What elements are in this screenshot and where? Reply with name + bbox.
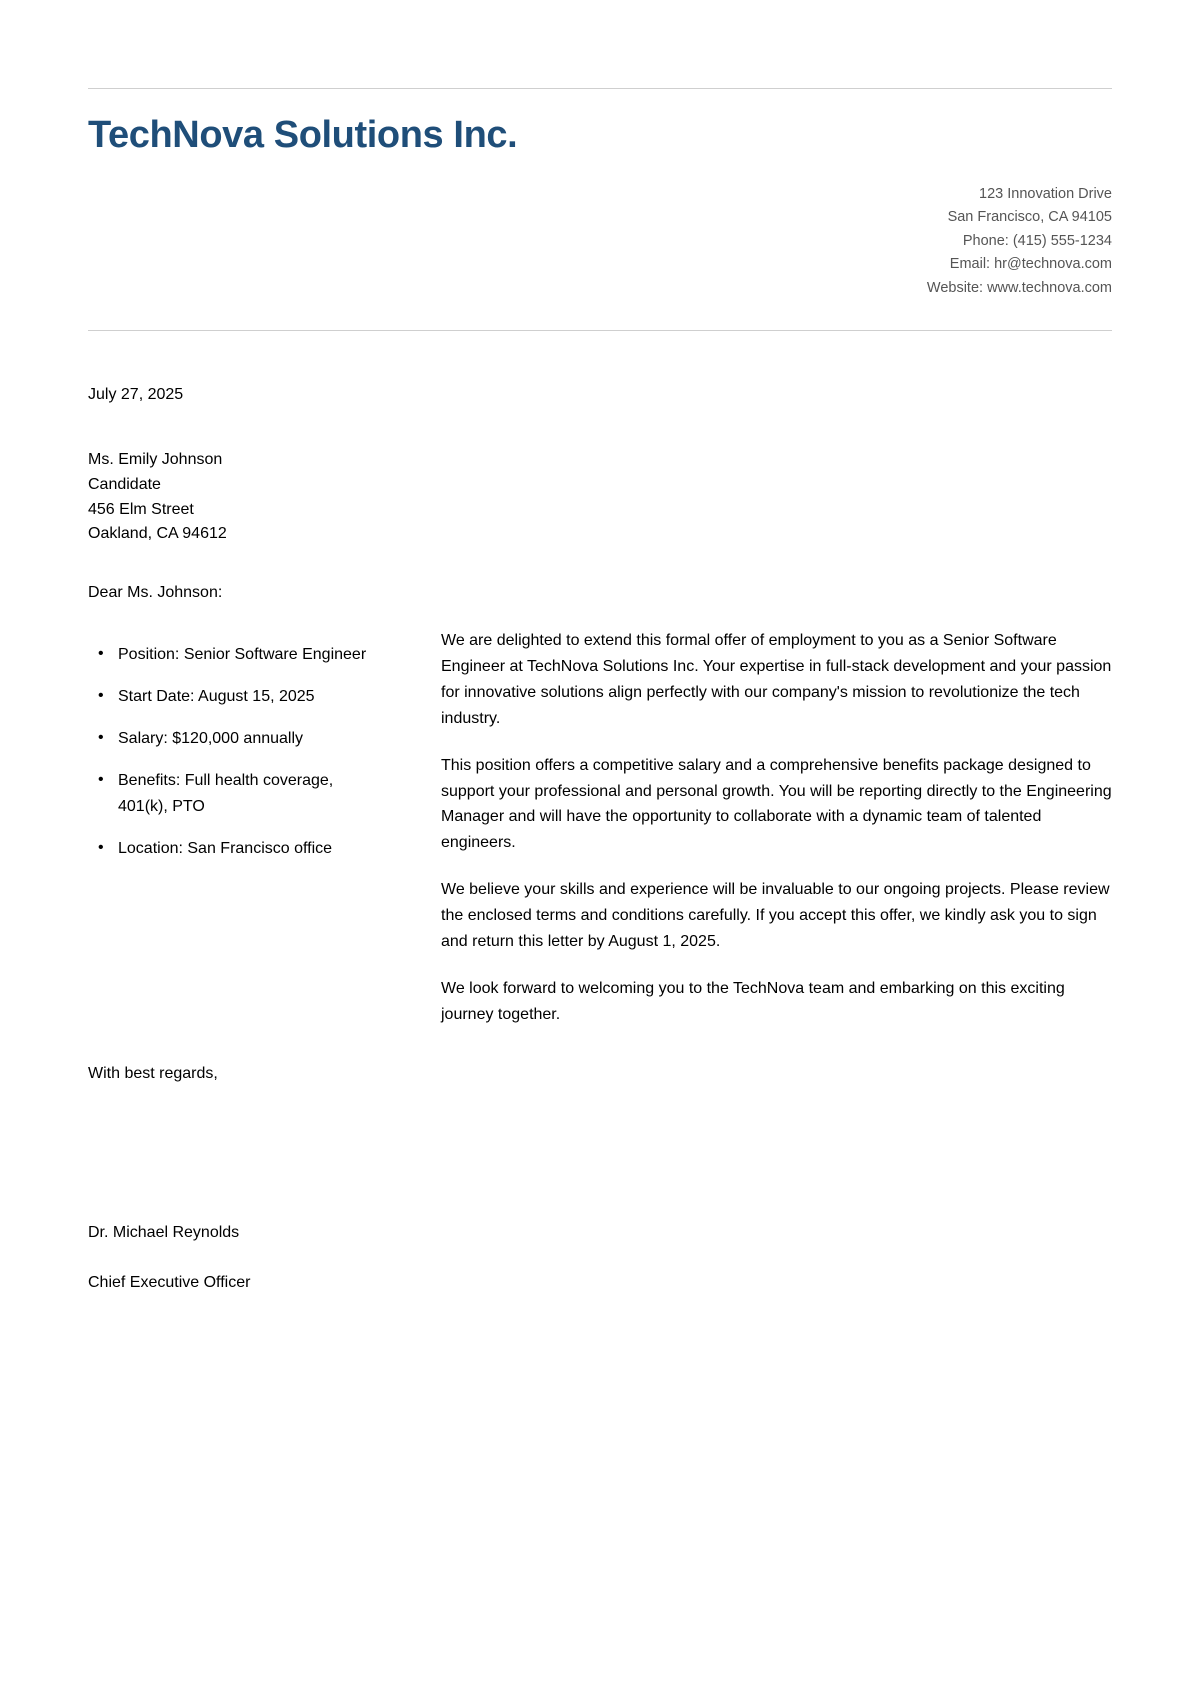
list-item: • Salary: $120,000 annually — [88, 726, 383, 752]
signer-name: Dr. Michael Reynolds — [88, 1223, 240, 1241]
recipient-city-state-zip: Oakland, CA 94612 — [88, 525, 227, 543]
closing-line: With best regards, — [88, 1064, 218, 1082]
recipient-street: 456 Elm Street — [88, 500, 194, 518]
company-name: TechNova Solutions Inc. — [88, 114, 518, 156]
recipient-address-block — [88, 448, 1112, 547]
body-paragraph: We look forward to welcoming you to the TechNova team and embarking on this exciting journey together. — [441, 979, 1065, 1023]
letterhead-top-divider — [88, 88, 1112, 89]
recipient-role: Candidate — [88, 475, 161, 493]
letter-columns — [88, 628, 1112, 1028]
body-paragraph: We believe your skills and experience will be invaluable to our ongoing projects. Please review the enclosed terms and conditions carefully. If you accept this offer, we kindly ask you to sign and return this letter by August 1, 2025. — [441, 881, 1110, 951]
list-item: • Location: San Francisco office — [88, 836, 383, 862]
company-email: Email: hr@technova.com — [949, 256, 1112, 273]
company-city-state-zip: San Francisco, CA 94105 — [947, 209, 1112, 226]
signature-space — [88, 1103, 1112, 1221]
letter-date: July 27, 2025 — [88, 386, 184, 404]
body-paragraph: This position offers a competitive salary and a comprehensive benefits package designed to support your professional and personal growth. You will be reporting directly to the Engineering Manager and will have the opportunity to collaborate with a dynamic team of talented engineers. — [441, 756, 1112, 852]
company-phone: Phone: (415) 555-1234 — [962, 232, 1112, 249]
salutation: Dear Ms. Johnson: — [88, 584, 223, 602]
list-item: • Benefits: Full health coverage, 401(k), PTO — [88, 768, 383, 820]
offer-terms-list — [88, 642, 383, 861]
body-paragraph: We are delighted to extend this formal offer of employment to you as a Senior Software Engineer at TechNova Solutions Inc. Your expertise in full-stack development and your passion for innovative solutions align perfectly with our company's mission to revolutionize the tech industry. — [441, 632, 1112, 727]
letter-body — [88, 331, 1112, 1296]
signer-title: Chief Executive Officer — [88, 1274, 251, 1292]
letter-narrative-column — [441, 628, 1112, 1028]
company-contact-block — [88, 183, 1112, 300]
company-street: 123 Innovation Drive — [979, 185, 1112, 202]
company-website: Website: www.technova.com — [926, 279, 1112, 296]
list-item: • Position: Senior Software Engineer — [88, 642, 383, 668]
offer-terms-column — [88, 628, 383, 877]
recipient-name: Ms. Emily Johnson — [88, 451, 223, 469]
list-item: • Start Date: August 15, 2025 — [88, 684, 383, 710]
letterhead — [88, 0, 1112, 331]
